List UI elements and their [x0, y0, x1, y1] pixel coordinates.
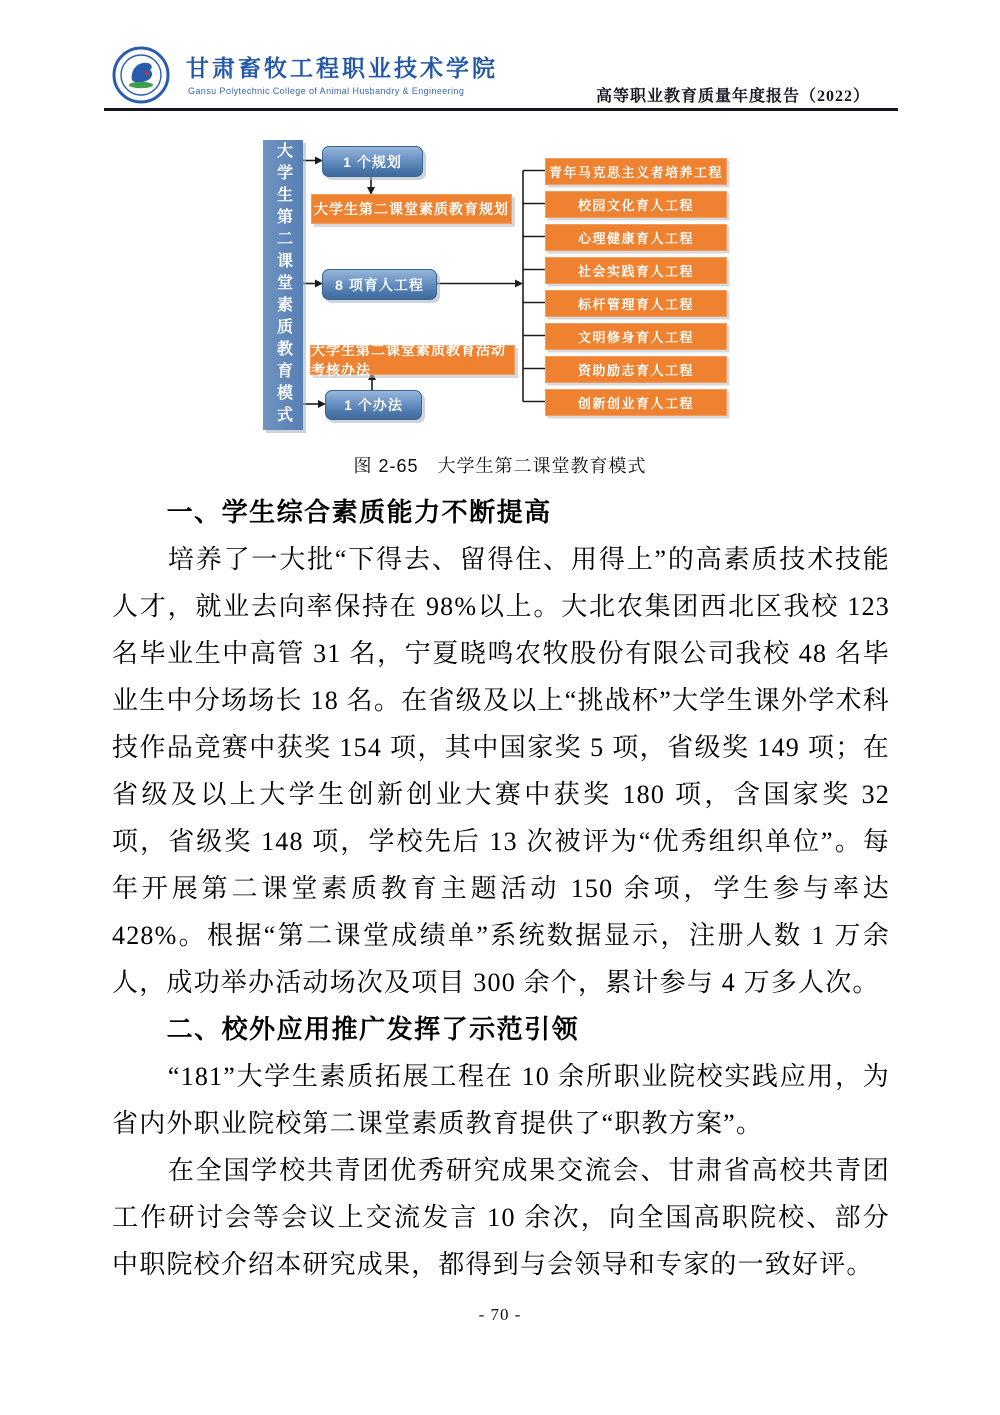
project-item: 青年马克思主义者培养工程 — [545, 158, 727, 185]
method-count-node: 1 个办法 — [325, 390, 422, 420]
plan-bar: 大学生第二课堂素质教育规划 — [311, 194, 512, 224]
school-name-en: Gansu Polytechnic College of Animal Husbandry & Engineering — [188, 86, 465, 96]
section-heading-2: 二、校外应用推广发挥了示范引领 — [166, 1015, 580, 1044]
header-rule — [104, 108, 898, 111]
diagram-root-node: 大学生第二课堂素质教育模式 — [263, 140, 303, 430]
project-item: 文明修身育人工程 — [545, 323, 727, 350]
paragraph: 在全国学校共青团优秀研究成果交流会、甘肃省高校共青团工作研讨会等会议上交流发言 10 余次，向全国高职院校、部分中职院校介绍本研究成果，都得到与会领导和专家的一致好评。 — [112, 1156, 890, 1279]
assessment-bar: 大学生第二课堂素质教育活动考核办法 — [310, 345, 515, 375]
project-item: 标杆管理育人工程 — [545, 290, 727, 317]
projects-count-node: 8 项育人工程 — [322, 269, 437, 300]
paragraph: “181”大学生素质拓展工程在 10 余所职业院校实践应用，为省内外职业院校第二课堂素质教育提供了“职教方案”。 — [112, 1062, 890, 1138]
project-item: 校园文化育人工程 — [545, 191, 727, 218]
plan-count-node: 1 个规划 — [322, 146, 423, 177]
project-item: 社会实践育人工程 — [545, 257, 727, 284]
section-heading-1: 一、学生综合素质能力不断提高 — [166, 498, 552, 527]
paragraph: 培养了一大批“下得去、留得住、用得上”的高素质技术技能人才，就业去向率保持在 98%以上。大北农集团西北区我校 123 名毕业生中高管 31 名，宁夏晓鸣农牧股份有限公司我校 48 名毕业生中分场场长 18 名。在省级及以上“挑战杯”大学生课外学术科技作品竞赛中获奖 154 项，其中国家奖 5 项，省级奖 149 项；在省级及以上大学生创新创业大赛中获奖 180 项，含国家奖 32 项，省级奖 148 项，学校先后 13 次被评为“优秀组织单位”。每年开展第二课堂素质教育主题活动 150 余项，学生参与率达 428%。根据“第二课堂成绩单”系统数据显示，注册人数 1 万余人，成功举办活动场次及项目 300 余个，累计参与 4 万多人次。 — [112, 545, 890, 997]
project-item: 心理健康育人工程 — [545, 224, 727, 251]
project-item: 创新创业育人工程 — [545, 389, 727, 416]
report-title: 高等职业教育质量年度报告（2022） — [595, 88, 870, 105]
project-item: 资助励志育人工程 — [545, 356, 727, 383]
school-name-cn: 甘肃畜牧工程职业技术学院 — [186, 56, 498, 81]
figure-caption: 图 2-65 大学生第二课堂教育模式 — [353, 456, 647, 476]
second-classroom-model-diagram — [258, 136, 738, 436]
school-logo-icon — [112, 46, 170, 104]
body-content — [112, 489, 890, 1288]
page-number: - 70 - — [478, 1305, 522, 1324]
